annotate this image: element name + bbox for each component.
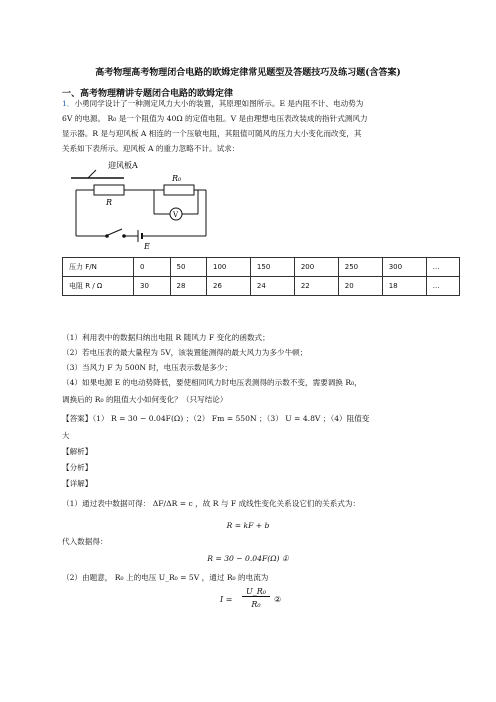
table-cell: 250 [338,258,382,277]
resistor-R0 [164,185,194,195]
table-cell: 100 [207,258,251,277]
question-4-cont: 调换后的 R₀ 的阻值大小如何变化？（只写结论） [62,395,228,404]
equation-1: R = kF + b [226,521,270,530]
section-heading: 一、高考物理精讲专题闭合电路的欧姆定律 [62,89,234,99]
table-cell: … [426,277,459,296]
eq3-tag: ② [274,595,282,604]
table-cell: … [426,258,459,277]
switch [108,229,122,235]
table-cell: 50 [170,258,207,277]
R0-label: R₀ [172,174,182,183]
table-cell: 30 [134,277,171,296]
table-cell: 24 [250,277,294,296]
problem-number: 1． [62,99,75,108]
R-label: R [106,198,113,207]
table-cell: 300 [382,258,426,277]
table-row [63,277,460,296]
row-header-force: 压力 F/N [63,258,134,277]
answer-line-1: 【答案】（1） R = 30 − 0.04F(Ω) ；（2） Fm = 550N ；（3） U = 4.8V ；（4）阻值变 [62,414,370,423]
tag-xiangjie: 【详解】 [62,479,93,488]
question-4: （4）如果电源 E 的电动势降低，要使相同风力时电压表测得的示数不变，需要调换 R₀， [62,378,362,387]
tag-fenxi: 【分析】 [62,463,93,472]
table-cell: 150 [250,258,294,277]
row-header-resistance: 电阻 R / Ω [63,277,134,296]
question-2: （2）若电压表的最大量程为 5V，该装置能测得的最大风力为多少牛顿； [62,348,308,357]
solution-step-1: （1）通过表中数据可得： ΔF/ΔR = c ，故 R 与 F 成线性变化关系设它们的关系式为： [62,499,361,508]
problem-line-3: 显示器。R 是与迎风板 A 相连的一个压敏电阻，其阻值可随风的压力大小变化而改变，其 [62,129,362,138]
solution-step-2: 代入数据得： [62,537,108,546]
circuit-diagram [66,160,226,250]
eq3-denominator: R₀ [251,600,261,609]
V-label: V [173,211,179,219]
table-cell: 26 [207,277,251,296]
eq3-numerator: U_R₀ [242,587,270,597]
board-label: 迎风板A [108,161,138,170]
answer-line-2: 大 [62,431,70,440]
table-cell: 28 [170,277,207,296]
table-cell: 22 [294,277,338,296]
problem-line-4: 关系如下表所示。迎风板 A 的重力忽略不计。试求： [62,144,240,153]
page-title: 高考物理高考物理闭合电路的欧姆定律常见题型及答题技巧及练习题(含答案) [95,68,401,78]
table-row [63,258,460,277]
solution-step-3: （2）由题意， R₀ 上的电压 U_R₀ = 5V ，通过 R₀ 的电流为 [62,573,269,582]
table-cell: 18 [382,277,426,296]
table-cell: 20 [338,277,382,296]
data-table [62,257,460,296]
table-cell: 200 [294,258,338,277]
problem-line-2: 6V 的电源。 R₀ 是一个阻值为 40Ω 的定值电阻。V 是由理想电压表改装成的指针式测风力 [62,114,368,123]
tag-jiexi: 【解析】 [62,447,93,456]
question-3: （3）当风力 F 为 500N 时，电压表示数是多少； [62,363,232,372]
problem-line-1: 1．小勇同学设计了一种测定风力大小的装置，其原理如图所示。E 是内阻不计、电动势为 [62,99,364,108]
table-cell: 0 [134,258,171,277]
resistor-R [94,185,124,195]
question-1: （1）利用表中的数据归纳出电阻 R 随风力 F 变化的函数式； [62,333,270,342]
E-label: E [144,242,150,250]
equation-2: R = 30 − 0.04F(Ω) ① [207,554,289,563]
eq3-lhs: I = [220,595,233,604]
